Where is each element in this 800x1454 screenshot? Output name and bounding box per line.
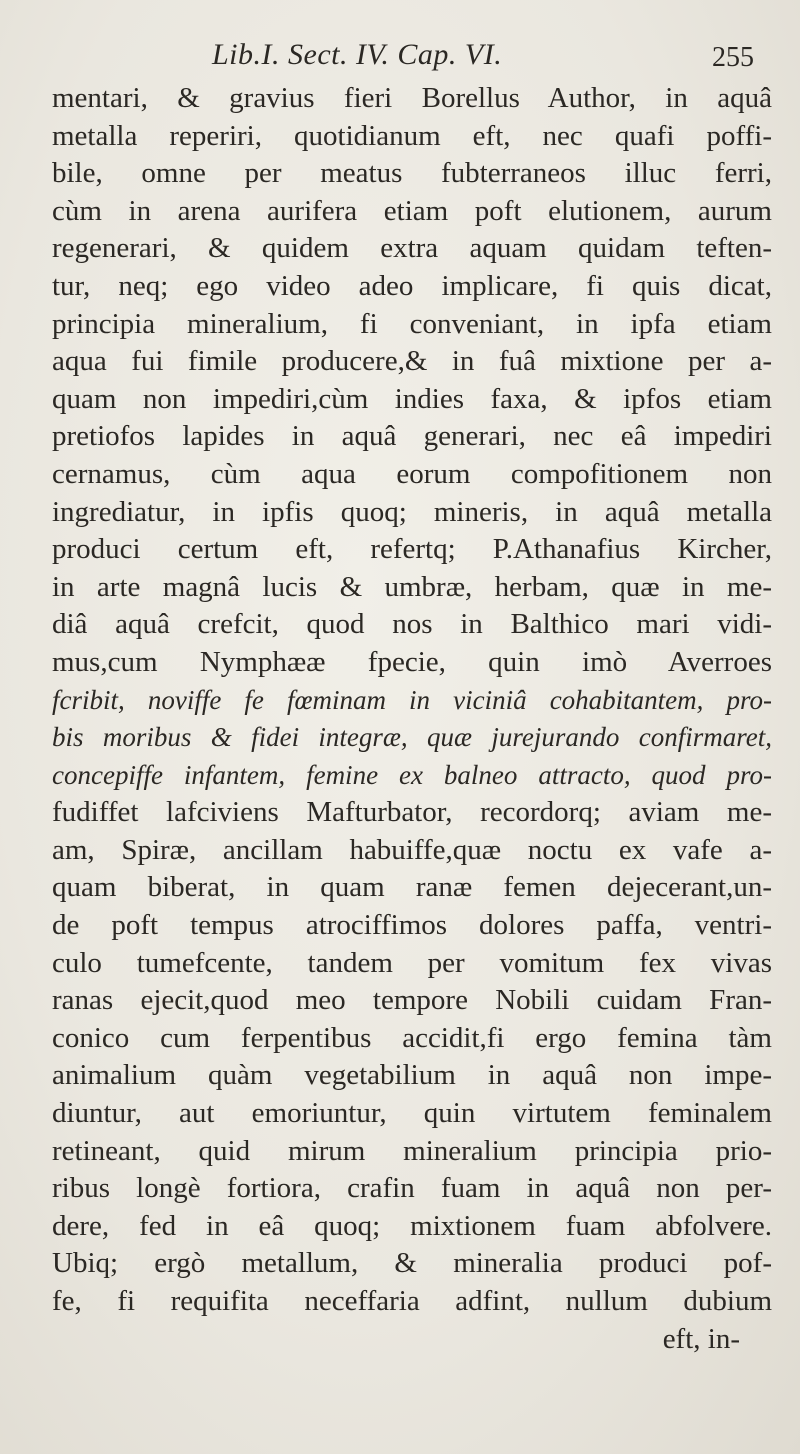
text-line: quam non impediri,cùm indies faxa, & ipfos etiam [52,382,772,415]
text-line: conico cum ferpentibus accidit,fi ergo femina tàm [52,1021,772,1054]
text-line: regenerari, & quidem extra aquam quidam teften- [52,232,772,265]
body-text [52,80,772,1358]
text-line: ingrediatur, in ipfis quoq; mineris, in aquâ metalla [52,495,772,528]
text-line: retineant, quid mirum mineralium principia prio- [52,1134,772,1167]
text-line: cernamus, cùm aqua eorum compofitionem non [52,457,772,490]
text-line: pretiofos lapides in aquâ generari, nec eâ impediri [52,420,772,453]
catchword-line: eft, in- [662,1322,740,1355]
text-line: diuntur, aut emoriuntur, quin virtutem feminalem [52,1097,772,1130]
text-line: bile, omne per meatus fubterraneos illuc ferri, [52,157,772,190]
text-line: mus,cum Nymphææ fpecie, quin imò Averroes [52,645,772,678]
text-line: de poft tempus atrociffimos dolores paffa, ventri- [52,909,772,942]
text-line: culo tumefcente, tandem per vomitum fex vivas [52,946,772,979]
page-header [0,38,800,78]
text-line: fe, fi requifita neceffaria adfint, nullum dubium [52,1285,772,1317]
text-line: in arte magnâ lucis & umbræ, herbam, quæ in me- [52,570,772,603]
text-line: ranas ejecit,quod meo tempore Nobili cuidam Fran- [52,984,772,1017]
text-line: quam biberat, in quam ranæ femen dejecerant,un- [52,871,772,904]
text-line-italic: fcribit, noviffe fe fœminam in viciniâ cohabitantem, pro- [52,684,772,715]
running-head: Lib.I. Sect. IV. Cap. VI. [212,38,503,71]
text-line-italic: concepiffe infantem, femine ex balneo attracto, quod pro- [52,759,772,790]
text-line: principia mineralium, fi conveniant, in ipfa etiam [52,307,772,340]
text-line: fudiffet lafciviens Mafturbator, recordorq; aviam me- [52,796,772,829]
text-line: am, Spiræ, ancillam habuiffe,quæ noctu ex vafe a- [52,833,772,866]
text-line: produci certum eft, refertq; P.Athanafius Kircher, [52,533,772,566]
text-line: tur, neq; ego video adeo implicare, fi quis dicat, [52,269,772,302]
text-line: dere, fed in eâ quoq; mixtionem fuam abfolvere. [52,1209,772,1242]
text-line: cùm in arena aurifera etiam poft elutionem, aurum [52,194,772,227]
text-line: mentari, & gravius fieri Borellus Author, in aquâ [52,82,772,114]
page-number: 255 [712,42,754,73]
text-line: metalla reperiri, quotidianum eft, nec quafi poffi- [52,119,772,152]
text-line: ribus longè fortiora, crafin fuam in aquâ non per- [52,1172,772,1205]
text-line: aqua fui fimile producere,& in fuâ mixtione per a- [52,345,772,378]
text-line: Ubiq; ergò metallum, & mineralia produci pof- [52,1247,772,1280]
text-line: diâ aquâ crefcit, quod nos in Balthico mari vidi- [52,608,772,641]
text-line: animalium quàm vegetabilium in aquâ non impe- [52,1059,772,1092]
text-line-italic: bis moribus & fidei integræ, quæ jurejurando confirmaret, [52,722,772,753]
